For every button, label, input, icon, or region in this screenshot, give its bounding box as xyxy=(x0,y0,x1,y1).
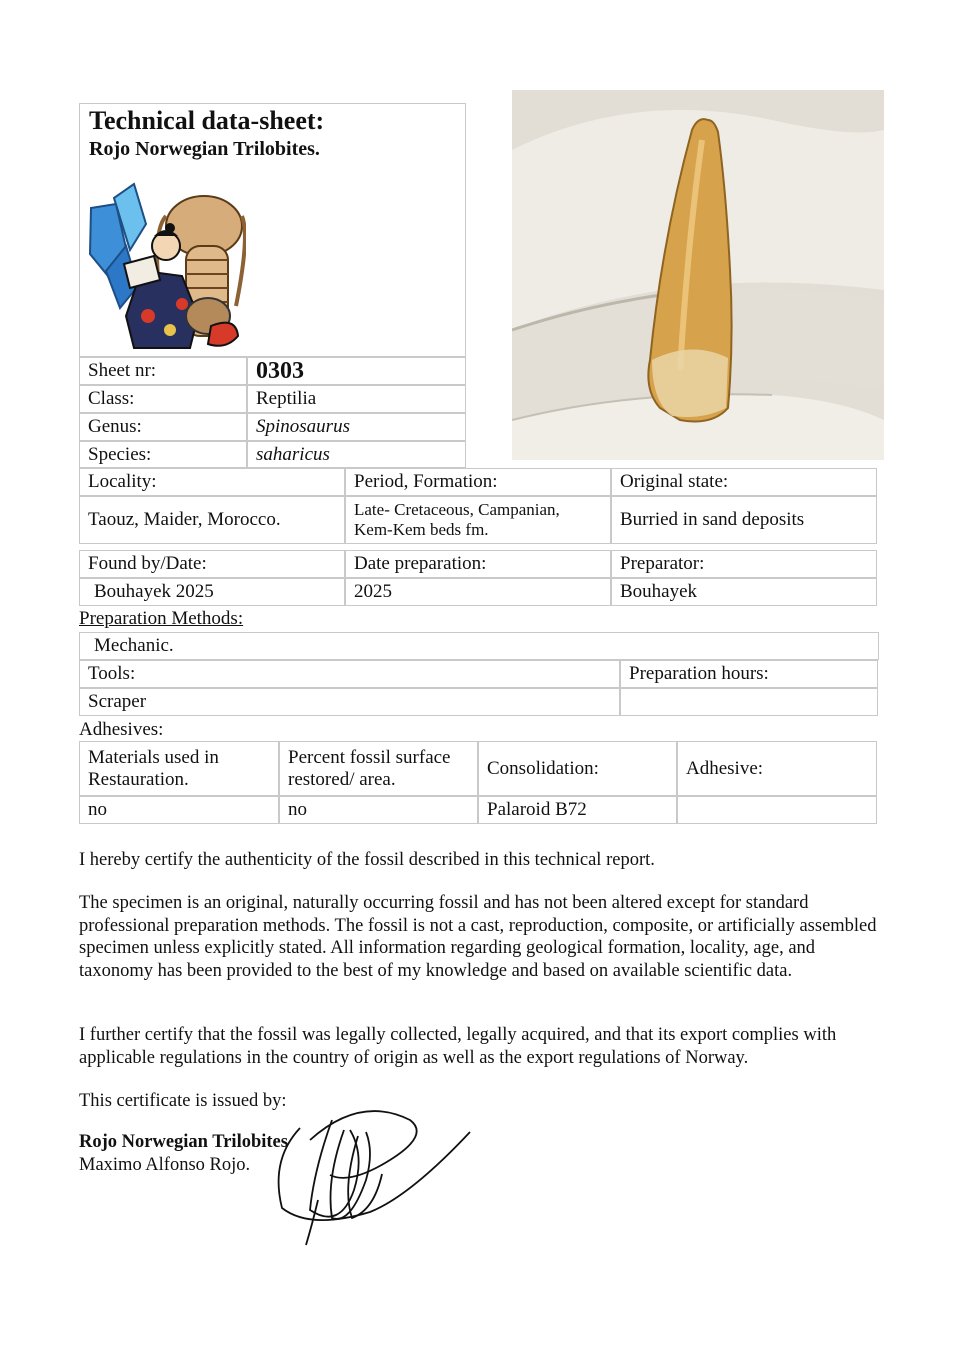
consolidation-value: Palaroid B72 xyxy=(478,796,677,824)
company-subtitle: Rojo Norwegian Trilobites. xyxy=(89,138,320,160)
materials-value: no xyxy=(79,796,279,824)
percent-restored-header-line-2: restored/ area. xyxy=(288,768,396,790)
preparator-value: Bouhayek xyxy=(611,578,877,606)
handwritten-signature xyxy=(270,1100,475,1250)
original-state-value: Burried in sand deposits xyxy=(611,496,877,544)
locality-value: Taouz, Maider, Morocco. xyxy=(79,496,345,544)
genus-label: Genus: xyxy=(79,413,247,441)
tools-label: Tools: xyxy=(79,660,620,688)
original-state-label: Original state: xyxy=(611,468,877,496)
tools-value: Scraper xyxy=(79,688,620,716)
class-label: Class: xyxy=(79,385,247,413)
date-preparation-value: 2025 xyxy=(345,578,611,606)
trilobite-samurai-logo xyxy=(86,176,246,354)
sheet-nr-value: 0303 xyxy=(247,357,466,385)
certificate-paragraph-2: The specimen is an original, naturally occurring fossil and has not been altered except for standard professional preparation methods. The fossil is not a cast, reproduction, composite, or artificially assembled specimen unless explicitly stated. All information regarding geological formation, locality, age, and taxonomy has been provided to the best of my knowledge and based on available scientific data. xyxy=(79,893,877,981)
found-by-label: Found by/Date: xyxy=(79,550,345,578)
materials-header-line-2: Restauration. xyxy=(88,768,189,790)
certificate-paragraph-1: I hereby certify the authenticity of the fossil described in this technical report. xyxy=(79,850,655,870)
percent-restored-header-line-1: Percent fossil surface xyxy=(288,746,451,768)
page-title: Technical data-sheet: xyxy=(89,106,325,135)
genus-value: Spinosaurus xyxy=(247,413,466,441)
materials-header-line-1: Materials used in xyxy=(88,746,219,768)
certificate-paragraph-3: I further certify that the fossil was legally collected, legally acquired, and that its export complies with applicable regulations in the country of origin as well as the export regulations of Norway. xyxy=(79,1025,837,1068)
preparation-heading-text: Preparation Methods: xyxy=(79,608,244,629)
species-label: Species: xyxy=(79,441,247,468)
period-value-line-2: Kem-Kem beds fm. xyxy=(354,520,489,539)
class-value: Reptilia xyxy=(247,385,466,413)
adhesives-heading: Adhesives: xyxy=(79,719,164,740)
period-value xyxy=(345,496,611,544)
adhesive-header: Adhesive: xyxy=(677,741,877,796)
preparator-label: Preparator: xyxy=(611,550,877,578)
preparation-method-value: Mechanic. xyxy=(79,632,879,660)
period-value-line-1: Late- Cretaceous, Campanian, xyxy=(354,500,560,519)
locality-label: Locality: xyxy=(79,468,345,496)
issued-by-text: This certificate is issued by: xyxy=(79,1091,287,1111)
sheet-nr-label: Sheet nr: xyxy=(79,357,247,385)
percent-restored-header xyxy=(279,741,478,796)
percent-restored-value: no xyxy=(279,796,478,824)
consolidation-header: Consolidation: xyxy=(478,741,677,796)
date-preparation-label: Date preparation: xyxy=(345,550,611,578)
preparation-hours-value xyxy=(620,688,878,716)
issuer-company: Rojo Norwegian Trilobites xyxy=(79,1132,288,1152)
fossil-tooth-photo xyxy=(512,90,884,460)
species-value: saharicus xyxy=(247,441,466,468)
adhesive-value xyxy=(677,796,877,824)
found-by-value: Bouhayek 2025 xyxy=(79,578,345,606)
preparation-hours-label: Preparation hours: xyxy=(620,660,878,688)
preparation-heading xyxy=(79,608,243,630)
issuer-person: Maximo Alfonso Rojo. xyxy=(79,1155,251,1175)
materials-header xyxy=(79,741,279,796)
period-label: Period, Formation: xyxy=(345,468,611,496)
